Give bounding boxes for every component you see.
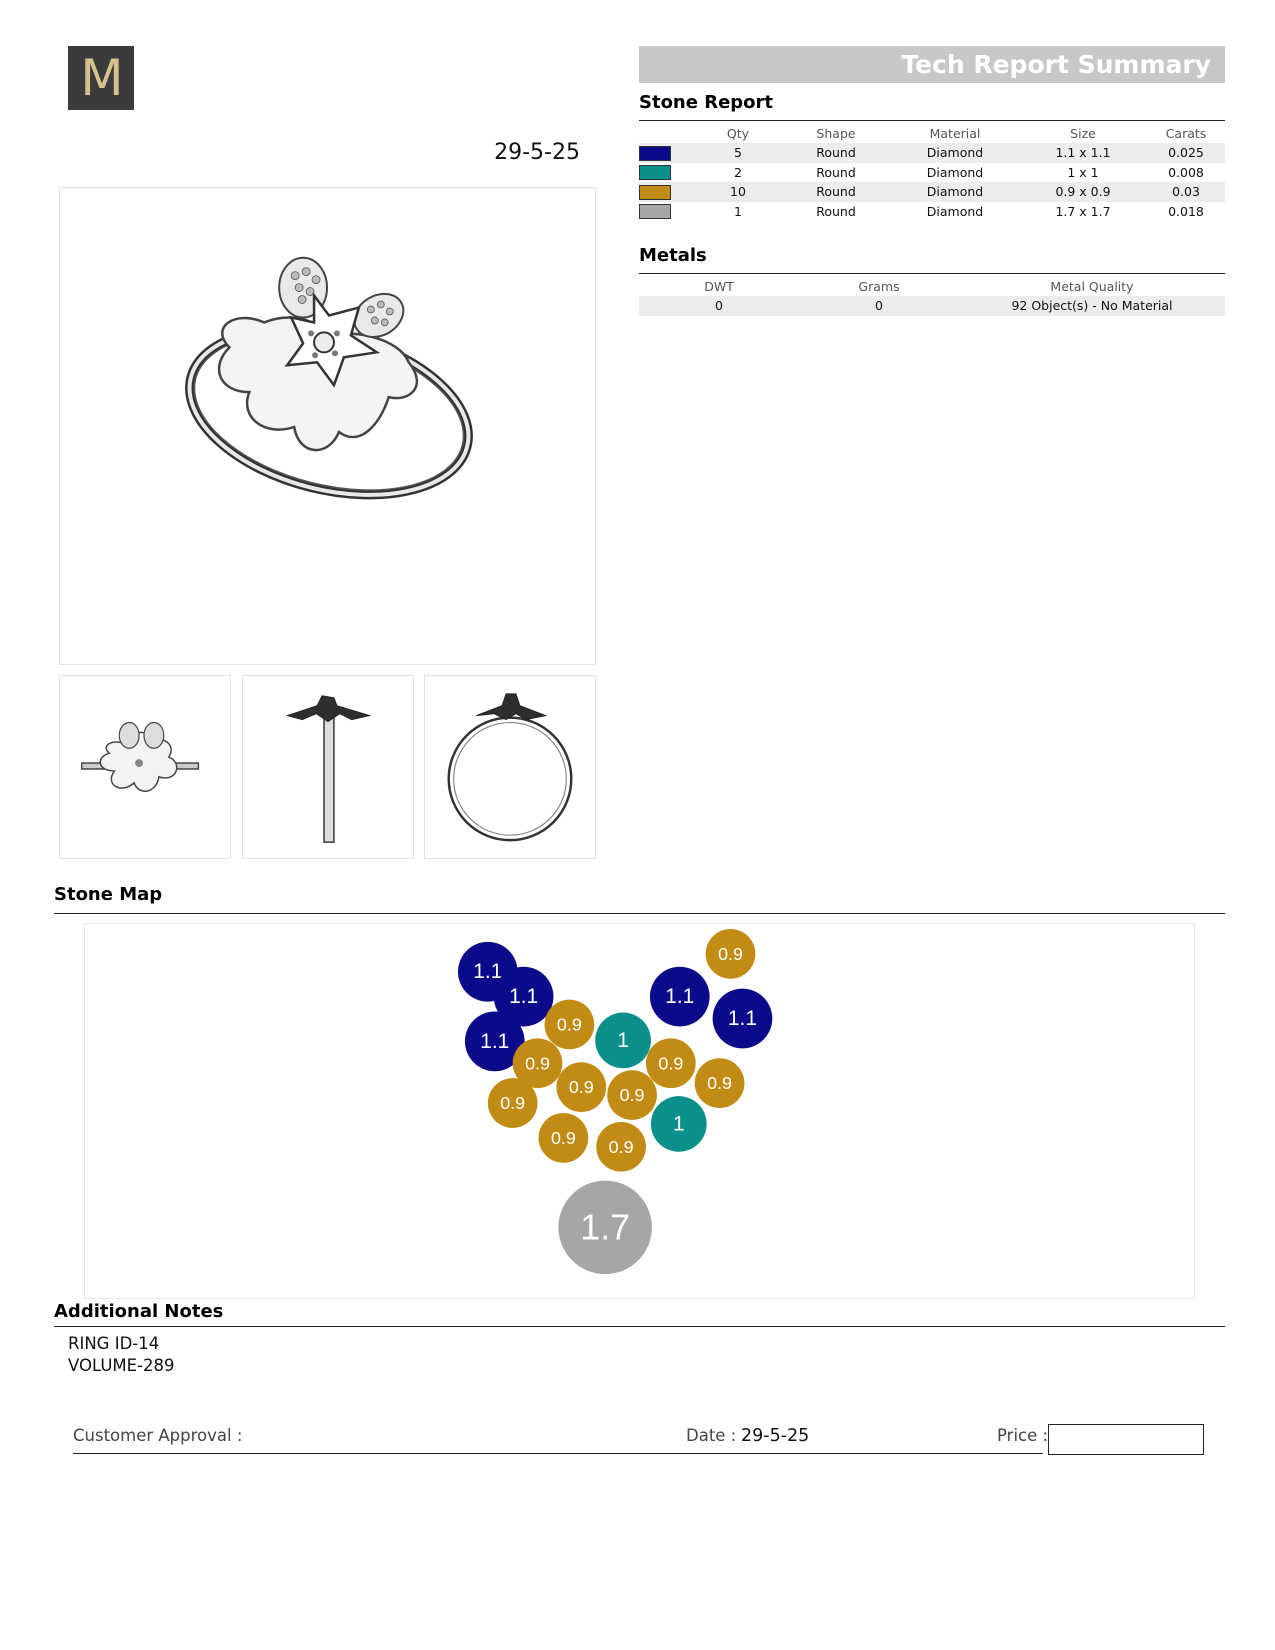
stone-marker	[650, 967, 710, 1027]
note-line: VOLUME-289	[68, 1356, 175, 1375]
metals-rule	[639, 273, 1225, 274]
stone-marker	[595, 1013, 651, 1069]
column-header-dwt: DWT	[704, 278, 734, 294]
dwt-cell: 0	[639, 296, 799, 316]
additional-notes-heading: Additional Notes	[54, 1301, 224, 1322]
stone-size-label: 0.9	[556, 1014, 582, 1035]
qty-cell: 10	[695, 182, 781, 202]
stone-size-label: 1.1	[480, 1029, 510, 1053]
column-header-grams: Grams	[858, 278, 900, 294]
stone-size-label: 1.7	[580, 1207, 631, 1248]
stone-marker	[651, 1096, 707, 1152]
stone-report-table	[639, 123, 1225, 221]
carats-cell: 0.018	[1168, 203, 1204, 219]
ring-main-view	[59, 187, 596, 665]
report-date: 29-5-25	[494, 140, 580, 165]
color-swatch	[639, 146, 671, 161]
carats-cell: 0.008	[1168, 164, 1204, 180]
ring-top-view	[424, 675, 596, 859]
stone-size-label: 0.9	[550, 1127, 576, 1148]
stone-map-rule	[54, 913, 1225, 914]
approval-date-value: 29-5-25	[741, 1426, 810, 1446]
shape-cell: Round	[816, 164, 856, 180]
price-label: Price :	[997, 1426, 1049, 1445]
notes-rule	[54, 1326, 1225, 1327]
swatch-column-header	[639, 123, 695, 143]
stone-size-label: 0.9	[658, 1053, 684, 1074]
column-header-metal-quality: Metal Quality	[1050, 278, 1134, 294]
qty-cell: 2	[734, 164, 742, 180]
stone-size-label: 0.9	[500, 1093, 526, 1114]
ring-front-view	[59, 675, 231, 859]
size-cell: 1 x 1	[1067, 164, 1099, 180]
color-swatch-cell	[639, 143, 695, 163]
stone-size-label: 0.9	[718, 943, 743, 964]
carats-cell: 0.03	[1147, 182, 1225, 202]
grams-cell: 0	[799, 296, 959, 316]
stone-marker	[713, 989, 773, 1049]
column-header-carats: Carats	[1165, 125, 1207, 141]
stone-size-label: 1.1	[473, 960, 503, 984]
stone-marker	[607, 1070, 657, 1120]
stone-size-label: 0.9	[525, 1053, 550, 1074]
stone-map-panel	[84, 923, 1195, 1299]
logo-letter: M	[80, 49, 122, 107]
stone-marker	[558, 1181, 652, 1275]
metal-quality-cell: 92 Object(s) - No Material	[959, 296, 1225, 316]
shape-cell: Round	[781, 143, 891, 163]
size-cell: 1.1 x 1.1	[1019, 143, 1147, 163]
stone-size-label: 1.1	[665, 985, 695, 1009]
size-cell: 0.9 x 0.9	[1019, 182, 1147, 202]
carats-cell: 0.025	[1147, 143, 1225, 163]
column-header-shape: Shape	[816, 125, 856, 141]
material-cell: Diamond	[926, 203, 984, 219]
approval-date-label: Date :	[686, 1426, 737, 1445]
color-swatch	[639, 204, 671, 219]
qty-cell: 1	[734, 203, 742, 219]
report-title: Tech Report Summary	[901, 50, 1211, 79]
stone-report-rule	[639, 120, 1225, 121]
stone-marker	[695, 1058, 745, 1108]
stone-size-label: 0.9	[568, 1077, 594, 1098]
ring-side-view	[242, 675, 414, 859]
table-row	[639, 163, 1225, 183]
color-swatch-cell	[639, 163, 695, 183]
stone-marker	[596, 1122, 646, 1172]
size-cell: 1.7 x 1.7	[1055, 203, 1111, 219]
stone-report-heading: Stone Report	[639, 92, 774, 113]
stone-size-label: 0.9	[707, 1073, 733, 1094]
qty-cell: 5	[695, 143, 781, 163]
stone-marker	[556, 1062, 606, 1112]
report-title-bar	[639, 46, 1225, 83]
table-header-row	[639, 276, 1225, 296]
color-swatch-cell	[639, 182, 695, 202]
metals-heading: Metals	[639, 245, 707, 266]
note-line: RING ID-14	[68, 1334, 160, 1353]
stone-marker	[539, 1113, 589, 1163]
table-header-row	[639, 123, 1225, 143]
ring-perspective-image	[60, 188, 595, 664]
material-cell: Diamond	[926, 164, 984, 180]
ring-side-image	[243, 676, 413, 858]
approval-signature-line	[73, 1453, 1043, 1454]
table-row	[639, 202, 1225, 222]
stone-size-label: 1.1	[727, 1006, 757, 1030]
ring-top-image	[425, 676, 595, 858]
color-swatch	[639, 185, 671, 200]
table-row	[639, 296, 1225, 316]
material-cell: Diamond	[891, 182, 1019, 202]
stone-marker	[706, 929, 756, 979]
stone-size-label: 1.1	[509, 985, 539, 1009]
stone-marker	[488, 1078, 538, 1128]
stone-marker	[646, 1038, 696, 1088]
column-header-size: Size	[1070, 125, 1096, 141]
shape-cell: Round	[781, 182, 891, 202]
stone-size-label: 0.9	[608, 1136, 634, 1157]
stone-size-label: 0.9	[619, 1085, 645, 1106]
stone-size-label: 1	[672, 1112, 685, 1136]
metals-table	[639, 276, 1225, 316]
color-swatch	[639, 165, 671, 180]
stone-size-label: 1	[617, 1028, 629, 1052]
price-input-box[interactable]	[1048, 1424, 1204, 1455]
table-row	[639, 143, 1225, 163]
stone-marker	[545, 1000, 595, 1050]
table-row	[639, 182, 1225, 202]
column-header-qty: Qty	[726, 125, 750, 141]
color-swatch-cell	[639, 202, 695, 222]
customer-approval-label: Customer Approval :	[73, 1426, 243, 1445]
company-logo	[68, 46, 134, 110]
stone-map-heading: Stone Map	[54, 884, 163, 905]
column-header-material: Material	[929, 125, 981, 141]
stone-map-diagram	[85, 924, 1194, 1298]
ring-front-image	[60, 676, 230, 858]
shape-cell: Round	[816, 203, 856, 219]
material-cell: Diamond	[891, 143, 1019, 163]
